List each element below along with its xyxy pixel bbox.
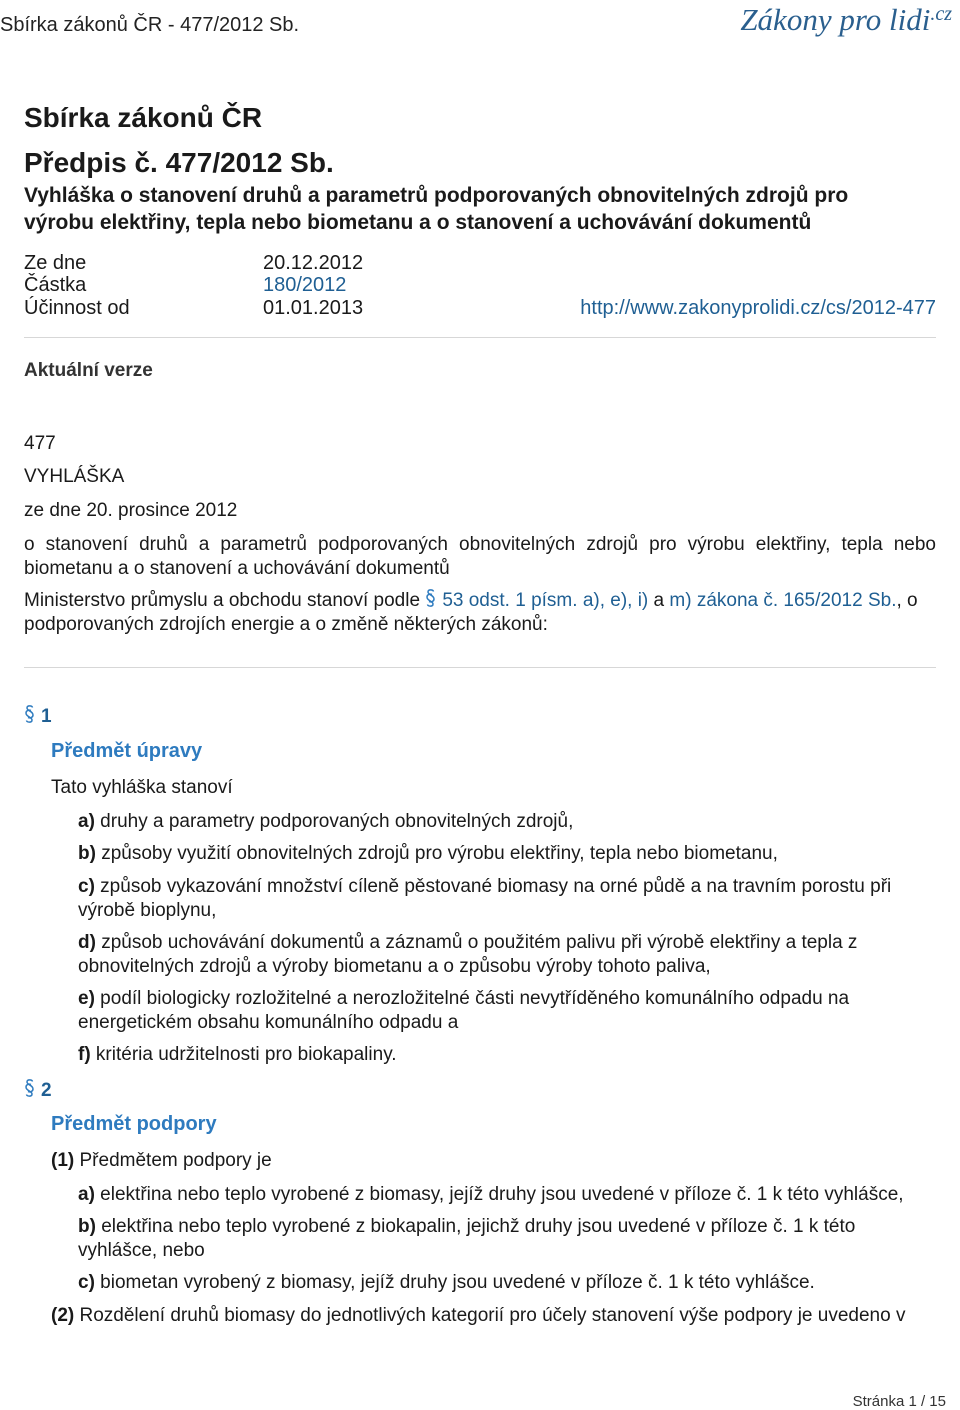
paragraph-number: (1): [51, 1150, 75, 1171]
list-item: [78, 810, 928, 834]
item-letter: a): [78, 1184, 95, 1205]
paragraph-text: Rozdělení druhů biomasy do jednotlivých kategorií pro účely stanovení výše podpory je uvedeno v: [74, 1305, 906, 1326]
paragraph-text: Předmětem podpory je: [74, 1150, 272, 1171]
section-icon: [425, 587, 436, 609]
section-icon: [24, 703, 35, 725]
regulation-title: Vyhláška o stanovení druhů a parametrů podporovaných obnovitelných zdrojů pro výrobu elektřiny, tepla nebo biometanu a o stanovení a uchovávání dokumentů: [24, 184, 849, 234]
regulation-date: ze dne 20. prosince 2012: [24, 500, 238, 521]
date-label: Ze dne: [24, 252, 87, 274]
list-item: [78, 987, 928, 1035]
section-2-paragraph-1: [51, 1150, 272, 1172]
divider: [24, 667, 936, 668]
item-text: způsob uchovávání dokumentů a záznamů o použitém palivu při výrobě elektřiny a tepla z obnovitelných zdrojů a výroby biometanu a o způsobu výroby tohoto paliva,: [78, 932, 858, 977]
section-number: 1: [41, 706, 52, 727]
part-link[interactable]: 180/2012: [263, 274, 347, 296]
item-letter: a): [78, 811, 95, 832]
regulation-number-short: 477: [24, 433, 56, 454]
part-label: Částka: [24, 274, 87, 296]
item-letter: d): [78, 932, 96, 953]
divider: [24, 337, 936, 338]
list-item: [78, 842, 928, 866]
issuer-text-and: a: [648, 590, 670, 611]
item-text: způsoby využití obnovitelných zdrojů pro výrobu elektřiny, tepla nebo biometanu,: [95, 843, 778, 864]
section-2-paragraph-2: [51, 1305, 905, 1327]
list-item: [78, 1271, 928, 1295]
list-item: [78, 1043, 928, 1067]
law-link-act[interactable]: m) zákona č. 165/2012 Sb.: [669, 590, 897, 611]
list-item: [78, 931, 928, 979]
item-text: podíl biologicky rozložitelné a nerozložitelné části nevytříděného komunálního odpadu na energetickém obsahu komunálního odpadu a: [78, 988, 850, 1033]
section-1-intro: Tato vyhláška stanoví: [51, 777, 233, 798]
logo-text: Zákony pro lidi: [740, 2, 931, 37]
date-value: 20.12.2012: [263, 252, 364, 274]
document-url[interactable]: http://www.zakonyprolidi.cz/cs/2012-477: [580, 297, 936, 319]
section-1-marker[interactable]: [24, 703, 52, 728]
logo-suffix: .cz: [930, 3, 952, 25]
item-letter: f): [78, 1044, 91, 1065]
page-number: Stránka 1 / 15: [852, 1393, 946, 1410]
item-letter: b): [78, 843, 96, 864]
list-item: [78, 875, 928, 923]
law-link-section[interactable]: 53 odst.: [442, 590, 510, 611]
section-icon: [24, 1077, 35, 1099]
item-text: druhy a parametry podporovaných obnovitelných zdrojů,: [94, 811, 574, 832]
current-version-heading: Aktuální verze: [24, 360, 153, 381]
item-text: biometan vyrobený z biomasy, jejíž druhy jsou uvedené v příloze č. 1 k této vyhlášce.: [94, 1272, 815, 1293]
item-letter: b): [78, 1216, 96, 1237]
issuer-text-pre: Ministerstvo průmyslu a obchodu stanoví podle: [24, 590, 426, 611]
site-logo[interactable]: [740, 2, 952, 38]
section-number: 2: [41, 1080, 52, 1101]
effect-label: Účinnost od: [24, 297, 130, 319]
regulation-number: Předpis č. 477/2012 Sb.: [24, 147, 334, 178]
running-title: Sbírka zákonů ČR - 477/2012 Sb.: [0, 14, 300, 36]
section-1-heading: Předmět úpravy: [51, 740, 203, 762]
issuer-paragraph: [24, 587, 936, 637]
regulation-subject: o stanovení druhů a parametrů podporovaných obnovitelných zdrojů pro výrobu elektřiny, tepla nebo biometanu a o stanovení a uchovávání dokumentů: [24, 534, 936, 579]
item-text: kritéria udržitelnosti pro biokapaliny.: [90, 1044, 397, 1065]
paragraph-number: (2): [51, 1305, 75, 1326]
law-link-paragraph[interactable]: 1 písm.: [515, 590, 578, 611]
item-text: elektřina nebo teplo vyrobené z biokapalin, jejichž druhy jsou uvedené v příloze č. 1 k této vyhlášce, nebo: [78, 1216, 856, 1261]
section-2-heading: Předmět podpory: [51, 1113, 217, 1135]
issuer-text-post: , o podporovaných zdrojích energie a o změně některých zákonů:: [24, 590, 918, 635]
item-letter: c): [78, 1272, 95, 1293]
law-link-letters[interactable]: a), e), i): [582, 590, 649, 611]
regulation-kind: VYHLÁŠKA: [24, 466, 125, 487]
item-text: způsob vykazování množství cíleně pěstované biomasy na orné půdě a na travním porostu při výrobě bioplynu,: [78, 876, 892, 921]
item-text: elektřina nebo teplo vyrobené z biomasy, jejíž druhy jsou uvedené v příloze č. 1 k této vyhlášce,: [94, 1184, 904, 1205]
effect-value: 01.01.2013: [263, 297, 364, 319]
list-item: [78, 1183, 928, 1207]
collection-title: Sbírka zákonů ČR: [24, 102, 263, 133]
list-item: [78, 1215, 928, 1263]
section-2-marker[interactable]: [24, 1077, 52, 1102]
item-letter: c): [78, 876, 95, 897]
item-letter: e): [78, 988, 95, 1009]
